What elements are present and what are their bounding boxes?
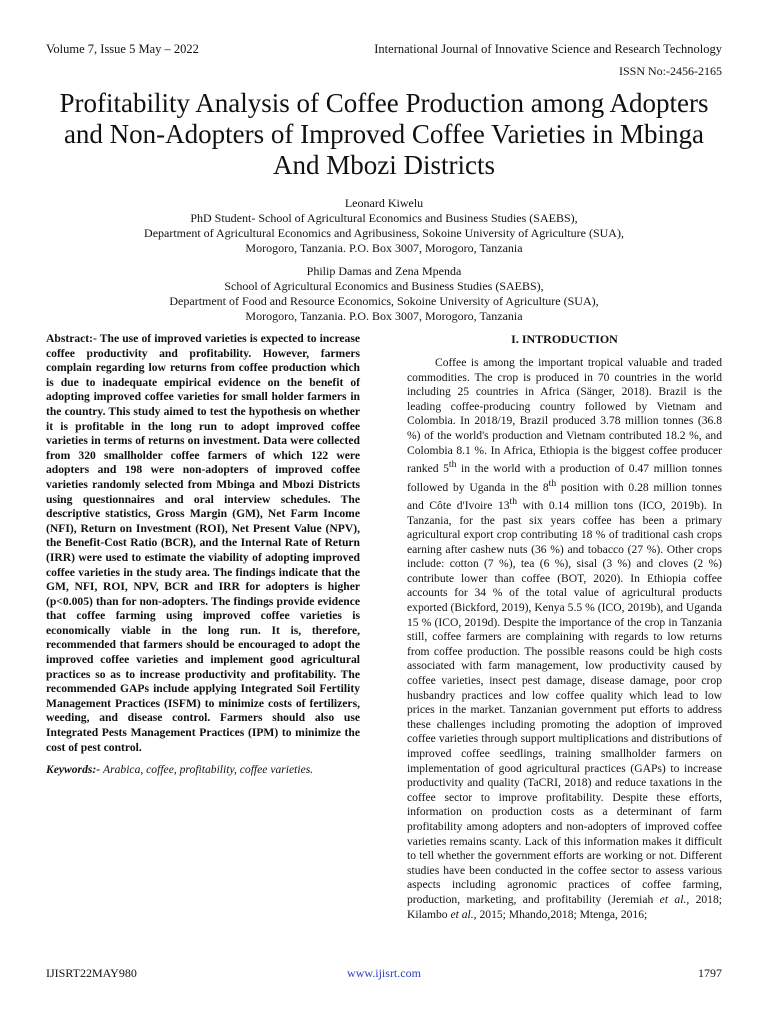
superscript: th <box>548 477 557 489</box>
author-affiliation-1a: PhD Student- School of Agricultural Economics and Business Studies (SAEBS), <box>190 211 578 225</box>
intro-text: position with 0.28 million tonnes and Côte d'Ivoire 13 <box>407 480 722 512</box>
author-affiliation-2b: Department of Food and Resource Economics, Sokoine University of Agriculture (SUA), <box>169 294 599 308</box>
abstract: Abstract:- The use of improved varieties is expected to increase coffee productivity and profitability. However, farmers complain regarding low returns from coffee production which is due to inadequate empirical evidence on the benefit of adopting improved coffee varieties for small holder farmers in the country. This study aimed to test the hypothesis on whether it is profitable in the long run to adopt improved coffee varieties in terms of returns on investment. Data were collected from 320 smallholder coffee farmers of which 122 were adopters and 198 were non-adopters of improved coffee varieties randomly selected from Mbinga and Mbozi Districts using questionnaires and oral interview schedules. The descriptive statistics, Gross Margin (GM), Net Farm Income (NFI), Return on Investment (ROI), Net Present Value (NPV), the Benefit-Cost Ratio (BCR), and the Internal Rate of Return (IRR) were used to estimate the viability of adopting improved coffee varieties in the study area. The findings indicate that the GM, NFI, ROI, NPV, BCR and IRR for adopters is higher (p<0.005) than for non-adopters. The findings provide evidence that coffee farming using improved coffee varieties is economically viable in the long run. It is, therefore, recommended that farmers should be encouraged to adopt the improved coffee varieties and implement good agricultural practices so as to increase productivity and profitability. The recommended GAPs include applying Integrated Soil Fertility Management Practices (ISFM) to minimize costs of fertilizers, weeding, and disease control. Farmers should also use Integrated Pests Management Practices (IPM) to minimize the cost of pest control. <box>46 332 360 754</box>
superscript: th <box>448 459 457 471</box>
author-name-2: Philip Damas and Zena Mpenda <box>306 264 462 278</box>
keywords-label: Keywords:- <box>46 763 101 777</box>
intro-text: in the world with a production of 0.47 million tonnes followed by Uganda in the 8 <box>407 462 722 494</box>
intro-text: with 0.14 million tons (ICO, 2019b). In Tanzania, for the past six years coffee has been a primary agricultural export crop contributing 18 % of traditional cash crops earning after cashew nuts (36 %) and tobacco (27 %). Other crops include: cotton (7 %), tea (6 %), sisal (3 %) and cloves (2 %) contribute lower than coffee (BOT, 2020). In Ethiopia coffee accounts for 34 % of the total value of agricultural products exported (Bickford, 2019), Kenya 5.5 % (ICO, 2019b), and Uganda 15 % (ICO, 2019d). Despite the importance of the crop in Tanzania still, coffee farmers are complaining with regards to low returns from coffee production. The possible reasons could be high costs associated with farm management, low productivity caused by coffee varieties, insect pest damage, disease damage, poor crop husbandry practices and low coffee quality which lead to low prices in the market. Tanzanian government put efforts to address these challenges including promoting the adoption of improved coffee varieties through support multiplications and distributions of improved coffee seedlings, training smallholder farmers on implementation of good agricultural practices (GAPs) to increase productivity and quality (TaCRI, 2018) and reduce taxations in the coffee sector to improve profitability. Despite these efforts, information on production costs as a determinant of farm profitability among adopters and non-adopters of improved coffee varieties remains scanty. Lack of this information makes it difficult to tell whether the government efforts are working or not. Different studies have been conducted in the coffee sector to assess various aspects including agronomic practices of coffee farming, production, marketing, and profitability (Jeremiah <box>407 498 722 906</box>
paper-title: Profitability Analysis of Coffee Production among Adopters and Non-Adopters of Improved Coffee Varieties in Mbinga And Mbozi Districts <box>59 88 709 180</box>
author-name-1: Leonard Kiwelu <box>344 196 424 210</box>
paper-code: IJISRT22MAY980 <box>46 966 137 980</box>
superscript: th <box>509 496 518 508</box>
author-block-1 <box>60 196 708 256</box>
keywords <box>46 763 360 778</box>
section-heading-introduction: I. INTRODUCTION <box>511 332 618 346</box>
intro-text: , 2015; Mhando,2018; Mtenga, 2016; <box>473 907 648 921</box>
volume-issue: Volume 7, Issue 5 May – 2022 <box>46 42 199 56</box>
et-al: et al. <box>450 907 474 921</box>
author-affiliation-2a: School of Agricultural Economics and Business Studies (SAEBS), <box>224 279 544 293</box>
keywords-text: Arabica, coffee, profitability, coffee varieties. <box>103 763 314 777</box>
right-column <box>407 356 722 922</box>
et-al: et al. <box>659 892 687 906</box>
journal-name: International Journal of Innovative Science and Research Technology <box>374 42 722 56</box>
author-block-2 <box>60 264 708 324</box>
intro-text: Coffee is among the important tropical valuable and traded commodities. The crop is produced in 70 countries in the world including 25 countries in Africa (Sänger, 2018). Brazil is the leading coffee-producing country followed by Vietnam and Colombia. In 2018/19, Brazil produced 3.78 million tonnes (36.8 %) of the world's production and Vietnam contributed 18.2 %, and Colombia 8.1 %. In Africa, Ethiopia is the biggest coffee producer ranked 5 <box>407 356 722 476</box>
introduction-paragraph <box>407 356 722 922</box>
author-affiliation-1c: Morogoro, Tanzania. P.O. Box 3007, Morogoro, Tanzania <box>245 241 523 255</box>
website-link[interactable]: www.ijisrt.com <box>347 966 421 980</box>
author-affiliation-1b: Department of Agricultural Economics and Agribusiness, Sokoine University of Agriculture (SUA), <box>144 226 624 240</box>
issn-number: ISSN No:-2456-2165 <box>618 64 722 78</box>
left-column <box>46 332 360 778</box>
page-number: 1797 <box>698 966 722 980</box>
intro-text: , 2018; Kilambo <box>407 892 722 921</box>
author-affiliation-2c: Morogoro, Tanzania. P.O. Box 3007, Morogoro, Tanzania <box>245 309 523 323</box>
